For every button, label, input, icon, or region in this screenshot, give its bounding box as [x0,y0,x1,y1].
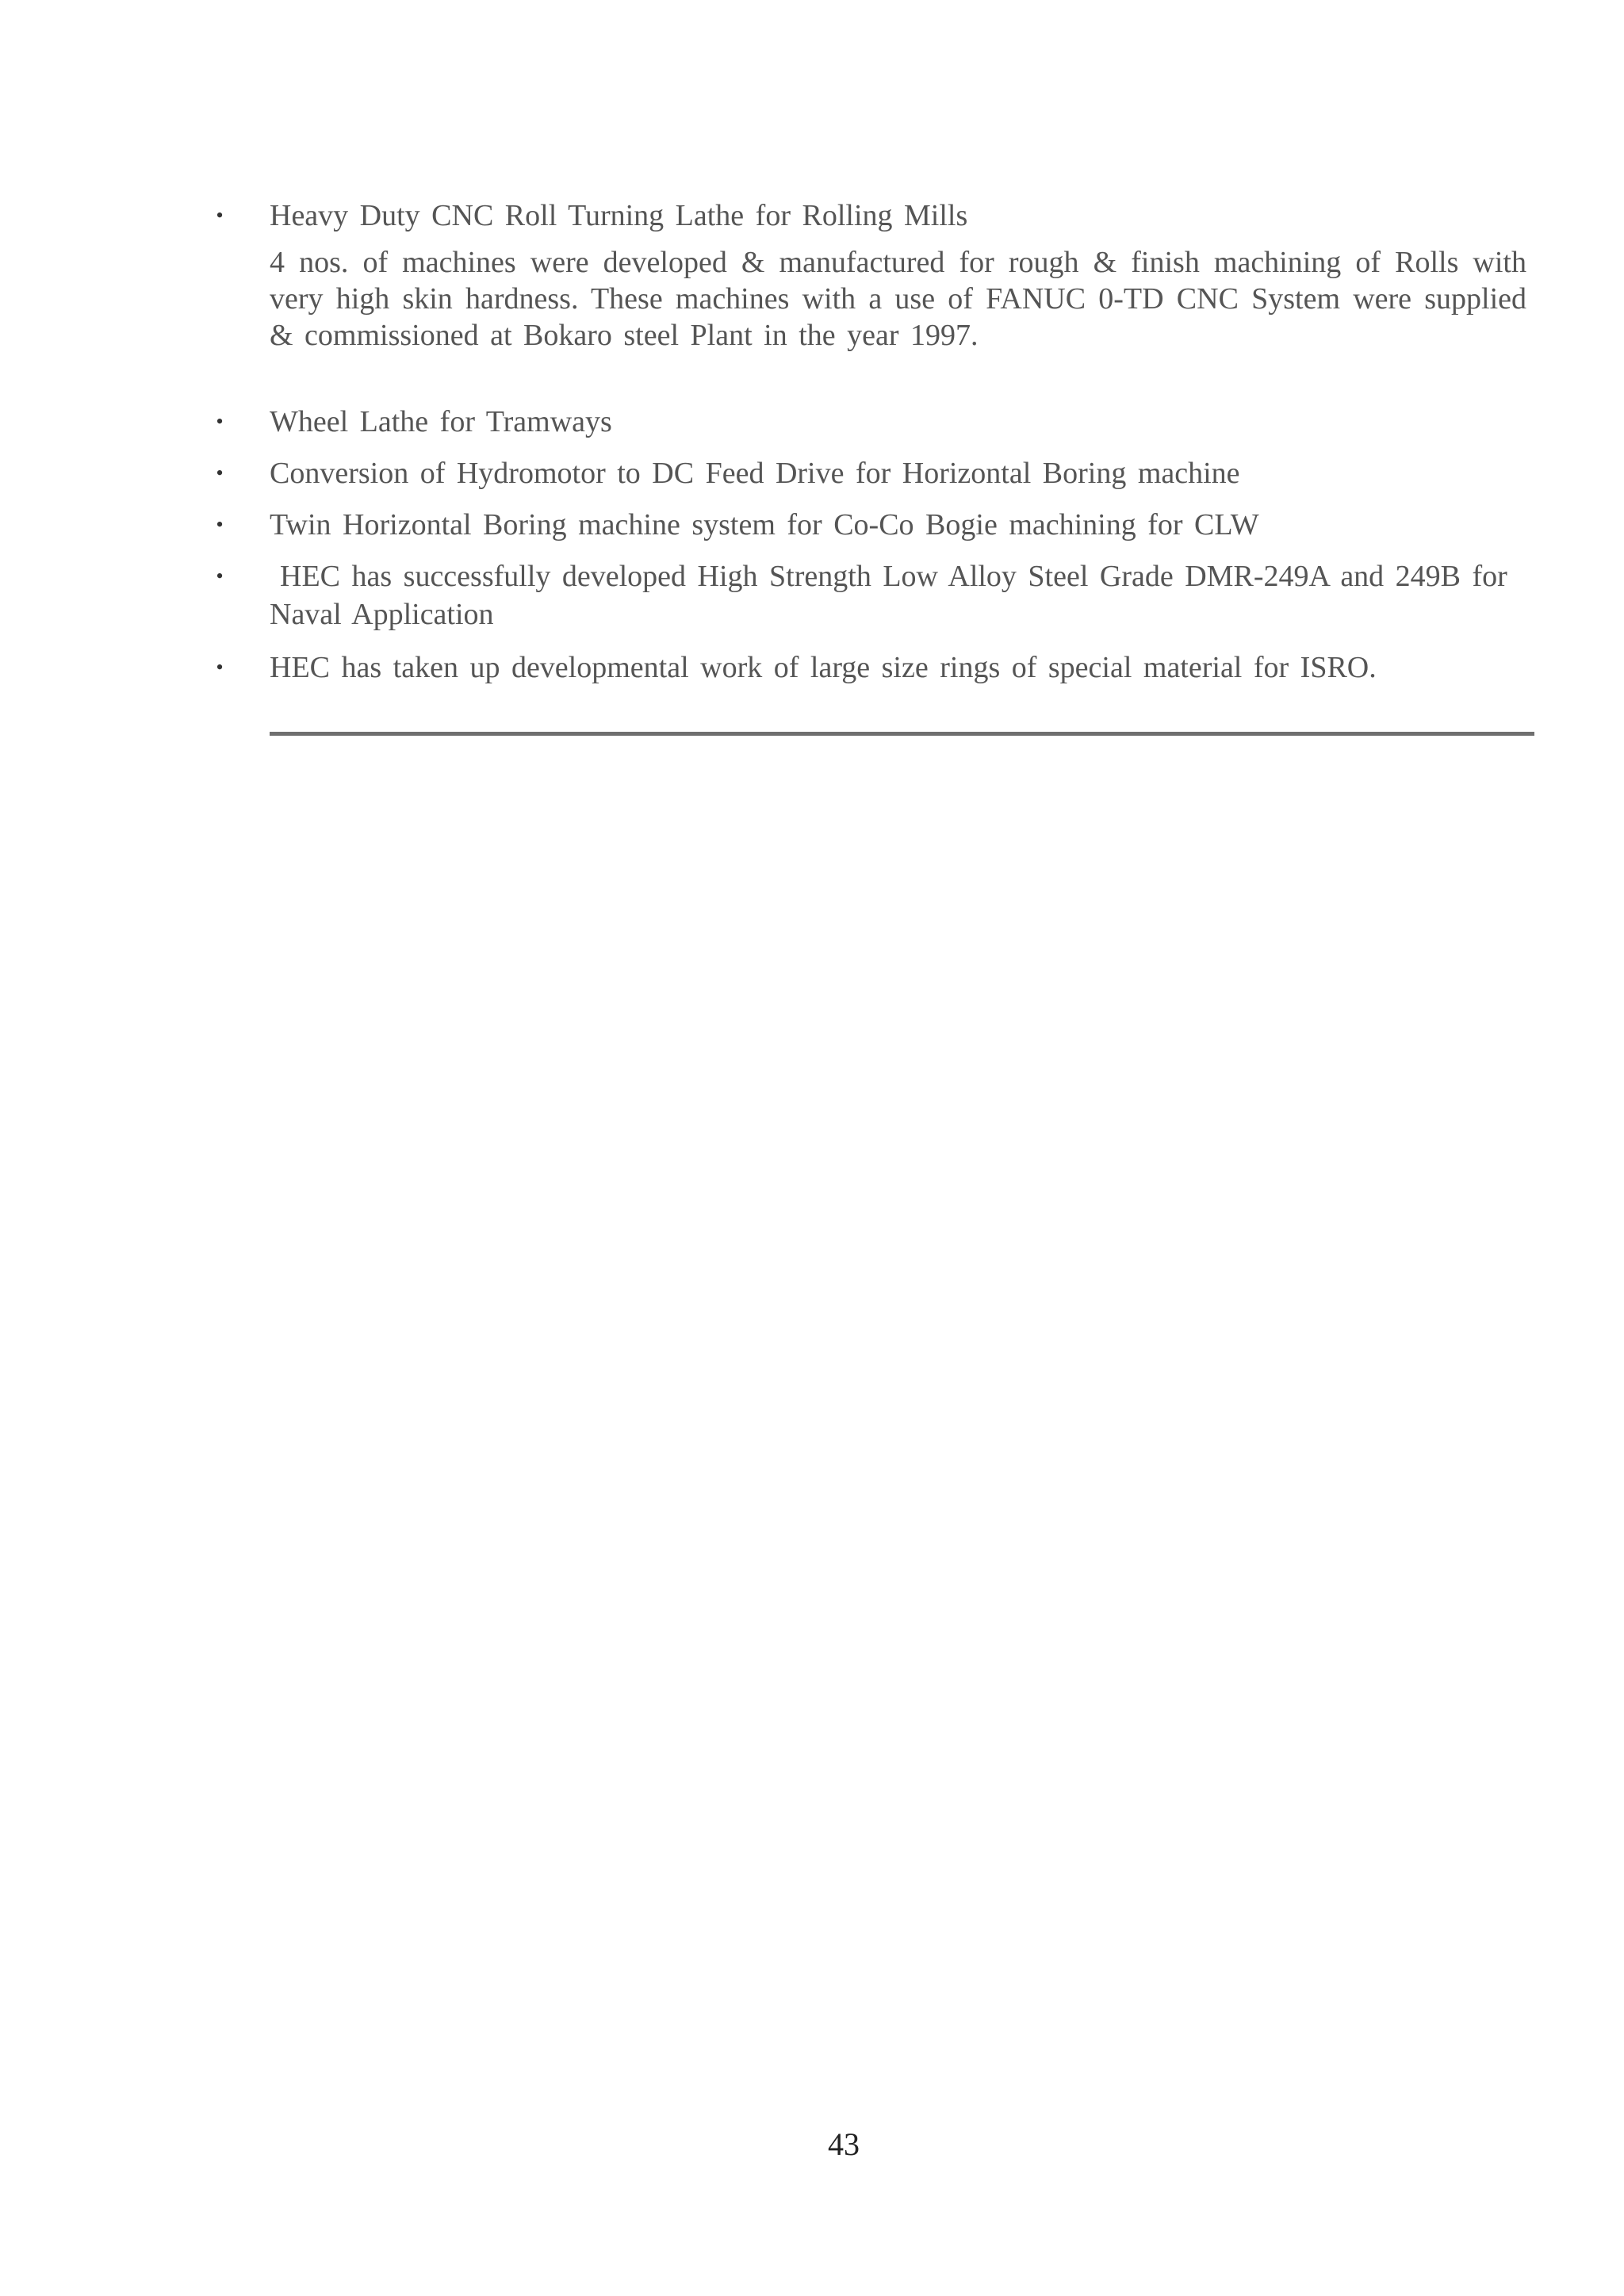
page-number: 43 [828,2126,860,2162]
bullet-icon: • [216,204,224,227]
list-item-text: Heavy Duty CNC Roll Turning Lathe for Rolling Mills [270,199,968,232]
list-item-text: HEC has taken up developmental work of large size rings of special material for ISRO. [270,651,1377,684]
list-item [214,197,1542,235]
list-item [214,649,1542,687]
bullet-icon: • [216,656,224,679]
bullet-icon: • [216,410,224,433]
bullet-icon: • [216,564,224,587]
list-item [214,557,1542,633]
list-item [214,506,1542,544]
bullet-icon: • [216,513,224,536]
list-item [214,403,1542,441]
bullet-icon: • [216,461,224,484]
horizontal-divider [270,732,1534,736]
list-item-text: Twin Horizontal Boring machine system for Co-Co Bogie machining for CLW [270,508,1259,541]
description-paragraph: 4 nos. of machines were developed & manufactured for rough & finish machining of Rolls with very high skin hardness. These machines with a use of FANUC 0-TD CNC System were supplied & commissioned at Bokaro steel Plant in the year 1997. [270,246,1526,352]
list-item [214,454,1542,492]
list-item-text: HEC has successfully developed High Strength Low Alloy Steel Grade DMR-249A and 249B for Naval Application [270,560,1507,631]
list-item-text: Wheel Lathe for Tramways [270,405,612,438]
list-item-text: Conversion of Hydromotor to DC Feed Drive for Horizontal Boring machine [270,457,1240,490]
